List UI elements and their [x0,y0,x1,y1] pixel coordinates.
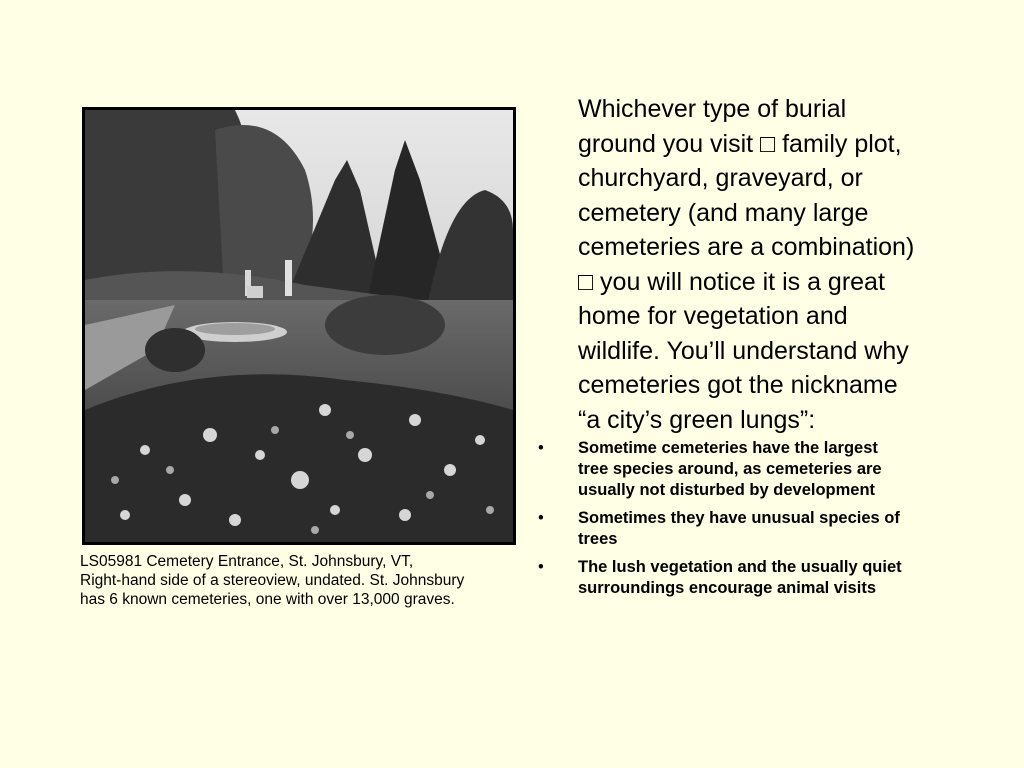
cemetery-photo-image [85,110,513,542]
bullet-line: Sometime cemeteries have the largest [578,439,878,457]
bullet-marker: • [538,439,544,457]
paragraph-line: churchyard, graveyard, or [578,164,863,192]
bullet-list [538,438,978,606]
paragraph-line: “a city’s green lungs”: [578,405,816,434]
bullet-line: trees [578,530,618,548]
photo-caption [80,552,520,609]
caption-line: LS05981 Cemetery Entrance, St. Johnsbury, VT, [80,553,414,570]
bullet-line: The lush vegetation and the usually quiet [578,558,902,576]
paragraph-line: □ you will notice it is a great [578,267,885,296]
bullet-line: tree species around, as cemeteries are [578,460,882,478]
intro-paragraph [578,92,978,437]
bullet-item [538,438,978,501]
caption-line: Right-hand side of a stereoview, undated. St. Johnsbury [80,572,465,589]
paragraph-line: cemeteries are a combination) [578,233,915,261]
bullet-line: usually not disturbed by development [578,481,876,499]
paragraph-line: ground you visit □ family plot, [578,129,902,158]
bullet-marker: • [538,558,544,576]
cemetery-photo [82,107,516,545]
bullet-marker: • [538,509,544,527]
paragraph-line: home for vegetation and [578,302,848,330]
paragraph-line: Whichever type of burial [578,95,847,123]
bullet-line: Sometimes they have unusual species of [578,509,900,527]
caption-line: has 6 known cemeteries, one with over 13,000 graves. [80,591,455,608]
paragraph-line: cemeteries got the nickname [578,371,898,399]
bullet-item [538,557,978,599]
paragraph-line: wildlife. You’ll understand why [578,336,909,365]
bullet-item [538,508,978,550]
bullet-line: surroundings encourage animal visits [578,579,876,597]
paragraph-line: cemetery (and many large [578,198,869,227]
